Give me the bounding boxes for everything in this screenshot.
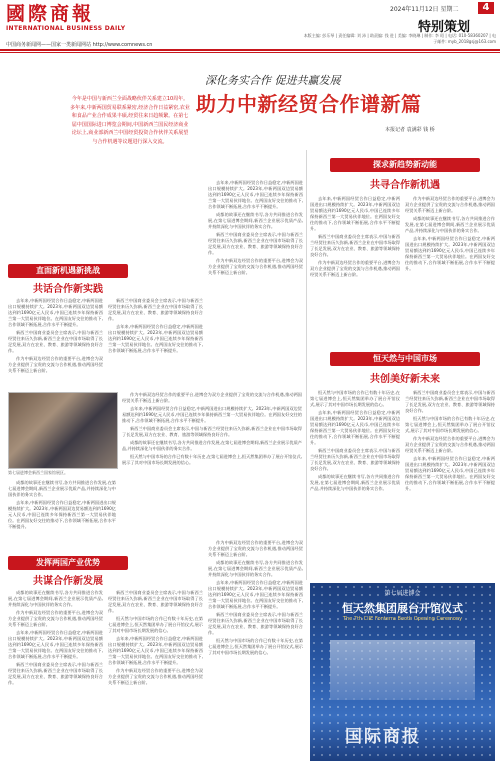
body-column-5: 成都的故事还在继续书写,各方共同推进合作发展,在第七届进博会期间,新西兰企业展示优质产品,并持续深化与中国伙伴的务实合作。 去年来,中新两国经贸合作日益稳定,中新两国进出口规模持续扩大。2023年,中新两国双边贸易额达到约1690亿元人民币,中国已连续多年保持新西兰第一大贸易伙伴地位。在两国友好交往的推动下,合作领域不断拓展,合作水平不断提升。 <box>8 480 116 529</box>
section-4-head: 共创美好新未来 <box>370 374 440 385</box>
issue-date: 2024年11月12日 星期二 <box>390 6 459 13</box>
body-column-6: 成都的故事还在继续书写,各方共同推进合作发展,在第七届进博会期间,新西兰企业展示优质产品,并持续深化与中国伙伴的务实合作。 作为中新双边经贸合作的重要平台,进博会为双方企业提供了宝贵的交流与合作机遇,推动两国经贸关系不断迈上新台阶。 去年来,中新两国经贸合作日益稳定,中新两国进出口规模持续扩大。2023年,中新两国双边贸易额达到约1690亿元人民币,中国已连续多年保持新西兰第一大贸易伙伴地位。在两国友好交往的推动下,合作领域不断拓展,合作水平不断提升。 新西兰中国商业委员会主席表示,中国与新西兰经贸往来历久弥新,新西兰企业在中国市场取得了长足发展,双方在农业、教育、旅游等领域保持良好合作。 <box>8 590 103 685</box>
section-2-band: 发挥两国产业优势 <box>8 556 128 570</box>
section-4-band: 恒天然与中国市场 <box>330 352 480 366</box>
article-lead: 今年是中国与新西兰全面战略伙伴关系建立10周年。多年来,中新两国贸易联系紧密,经济合作日益紧密,农业和食品产业合作成果丰硕,经贸往来日趋频繁。在第七届中国国际进口博览会期间,中国新西兰国民经济商业论坛上,商业部新西兰中国经贸投资合作伙伴关系展望与合作机遇等议题进行深入交流。 <box>70 96 190 145</box>
section-2-head: 共谋合作新发展 <box>33 576 103 587</box>
section-3-band: 探求新趋势新动能 <box>330 158 480 172</box>
newspaper-logo: 國際商報 <box>6 3 95 25</box>
staff-credits: 本版主编: 彭乐琴 | 责任编辑: 刘 沛 | 助责编: 钱 进 | 美编: 李晓琳 | 制作: 李 昭 | 电话: 010-58360207 | 电子邮件: myb_2018gsj@163.com <box>303 33 496 44</box>
section-title: 特别策划 <box>418 20 471 35</box>
body-column-9: 去年来,中新两国经贸合作日益稳定,中新两国进出口规模持续扩大。2023年,中新两国双边贸易额达到约1690亿元人民币,中国已连续多年保持新西兰第一大贸易伙伴地位。在两国友好交往的推动下,合作领域不断拓展,合作水平不断提升。 新西兰中国商业委员会主席表示,中国与新西兰经贸往来历久弥新,新西兰企业在中国市场取得了长足发展,双方在农业、教育、旅游等领域保持良好合作。 作为中新双边经贸合作的重要平台,进博会为双方企业提供了宝贵的交流与合作机遇,推动两国经贸关系不断迈上新台阶。 <box>310 196 400 277</box>
article-kicker: 深化务实合作 促进共赢发展 <box>205 74 341 87</box>
body-column-8: 作为中新双边经贸合作的重要平台,进博会为双方企业提供了宝贵的交流与合作机遇,推动两国经贸关系不断迈上新台阶。 成都的故事还在继续书写,各方共同推进合作发展,在第七届进博会期间,新西兰企业展示优质产品,并持续深化与中国伙伴的务实合作。 去年来,中新两国经贸合作日益稳定,中新两国进出口规模持续扩大。2023年,中新两国双边贸易额达到约1690亿元人民币,中国已连续多年保持新西兰第一大贸易伙伴地位。在两国友好交往的推动下,合作领域不断拓展,合作水平不断提升。 新西兰中国商业委员会主席表示,中国与新西兰经贸往来历久弥新,新西兰企业在中国市场取得了长足发展,双方在农业、教育、旅游等领域保持良好合作。 恒天然与中国市场的合作已有数十年历史,在第七届进博会上,恒天然集团举办了展台开馆仪式,展示了其对中国市场长期发展的信心。 <box>208 540 303 655</box>
masthead-rule-thin <box>0 52 500 53</box>
section-3-head: 共寻合作新机遇 <box>370 180 440 191</box>
page-number: 4 <box>478 2 494 14</box>
body-column-3: 去年来,中新两国经贸合作日益稳定,中新两国进出口规模持续扩大。2023年,中新两国双边贸易额达到约1690亿元人民币,中国已连续多年保持新西兰第一大贸易伙伴地位。在两国友好交往的推动下,合作领域不断拓展,合作水平不断提升。 成都的故事还在继续书写,各方共同推进合作发展,在第七届进博会期间,新西兰企业展示优质产品,并持续深化与中国伙伴的务实合作。 新西兰中国商业委员会主席表示,中国与新西兰经贸往来历久弥新,新西兰企业在中国市场取得了长足发展,双方在农业、教育、旅游等领域保持良好合作。 作为中新双边经贸合作的重要平台,进博会为双方企业提供了宝贵的交流与合作机遇,推动两国经贸关系不断迈上新台阶。 <box>208 180 303 275</box>
column-divider <box>306 150 307 580</box>
body-column-10: 作为中新双边经贸合作的重要平台,进博会为双方企业提供了宝贵的交流与合作机遇,推动两国经贸关系不断迈上新台阶。 成都的故事还在继续书写,各方共同推进合作发展,在第七届进博会期间,新西兰企业展示优质产品,并持续深化与中国伙伴的务实合作。 去年来,中新两国经贸合作日益稳定,中新两国进出口规模持续扩大。2023年,中新两国双边贸易额达到约1690亿元人民币,中国已连续多年保持新西兰第一大贸易伙伴地位。在两国友好交往的推动下,合作领域不断拓展,合作水平不断提升。 <box>405 196 495 271</box>
photo-caption: 第七届进博会新西兰国家馆展区。 <box>8 470 68 475</box>
body-column-1: 去年来,中新两国经贸合作日益稳定,中新两国进出口规模持续扩大。2023年,中新两国双边贸易额达到约1690亿元人民币,中国已连续多年保持新西兰第一大贸易伙伴地位。在两国友好交往的推动下,合作领域不断拓展,合作水平不断提升。 新西兰中国商业委员会主席表示,中国与新西兰经贸往来历久弥新,新西兰企业在中国市场取得了长足发展,双方在农业、教育、旅游等领域保持良好合作。 作为中新双边经贸合作的重要平台,进博会为双方企业提供了宝贵的交流与合作机遇,推动两国经贸关系不断迈上新台阶。 <box>8 298 103 373</box>
article-byline: 本报记者 袁满彩 钱 桥 <box>385 127 435 133</box>
banner-line: 第七届进博会 <box>384 590 421 597</box>
masthead-rule <box>0 49 500 51</box>
body-column-4: 作为中新双边经贸合作的重要平台,进博会为双方企业提供了宝贵的交流与合作机遇,推动两国经贸关系不断迈上新台阶。 去年来,中新两国经贸合作日益稳定,中新两国进出口规模持续扩大。2023年,中新两国双边贸易额达到约1690亿元人民币,中国已连续多年保持新西兰第一大贸易伙伴地位。在两国友好交往的推动下,合作领域不断拓展,合作水平不断提升。 新西兰中国商业委员会主席表示,中国与新西兰经贸往来历久弥新,新西兰企业在中国市场取得了长足发展,双方在农业、教育、旅游等领域保持良好合作。 成都的故事还在继续书写,各方共同推进合作发展,在第七届进博会期间,新西兰企业展示优质产品,并持续深化与中国伙伴的务实合作。 恒天然与中国市场的合作已有数十年历史,在第七届进博会上,恒天然集团举办了展台开馆仪式,展示了其对中国市场长期发展的信心。 <box>122 392 302 465</box>
banner-subtitle: The 7th CIIE Fonterra Booth Opening Ceremony <box>342 616 463 622</box>
body-column-7: 新西兰中国商业委员会主席表示,中国与新西兰经贸往来历久弥新,新西兰企业在中国市场取得了长足发展,双方在农业、教育、旅游等领域保持良好合作。 恒天然与中国市场的合作已有数十年历史,在第七届进博会上,恒天然集团举办了展台开馆仪式,展示了其对中国市场长期发展的信心。 去年来,中新两国经贸合作日益稳定,中新两国进出口规模持续扩大。2023年,中新两国双边贸易额达到约1690亿元人民币,中国已连续多年保持新西兰第一大贸易伙伴地位。在两国友好交往的推动下,合作领域不断拓展,合作水平不断提升。 作为中新双边经贸合作的重要平台,进博会为双方企业提供了宝贵的交流与合作机遇,推动两国经贸关系不断迈上新台阶。 <box>108 590 203 685</box>
newspaper-english-name: INTERNATIONAL BUSINESS DAILY <box>6 25 126 32</box>
article-headline: 助力中新经贸合作谱新篇 <box>196 92 422 116</box>
body-column-11: 恒天然与中国市场的合作已有数十年历史,在第七届进博会上,恒天然集团举办了展台开馆仪式,展示了其对中国市场长期发展的信心。 去年来,中新两国经贸合作日益稳定,中新两国进出口规模持续扩大。2023年,中新两国双边贸易额达到约1690亿元人民币,中国已连续多年保持新西兰第一大贸易伙伴地位。在两国友好交往的推动下,合作领域不断拓展,合作水平不断提升。 新西兰中国商业委员会主席表示,中国与新西兰经贸往来历久弥新,新西兰企业在中国市场取得了长足发展,双方在农业、教育、旅游等领域保持良好合作。 成都的故事还在继续书写,各方共同推进合作发展,在第七届进博会期间,新西兰企业展示优质产品,并持续深化与中国伙伴的务实合作。 <box>310 390 400 491</box>
stage-area <box>330 640 475 700</box>
banner-title: 恒天然集团展台开馆仪式 <box>342 602 463 615</box>
body-column-2: 新西兰中国商业委员会主席表示,中国与新西兰经贸往来历久弥新,新西兰企业在中国市场取得了长足发展,双方在农业、教育、旅游等领域保持良好合作。 去年来,中新两国经贸合作日益稳定,中新两国进出口规模持续扩大。2023年,中新两国双边贸易额达到约1690亿元人民币,中国已连续多年保持新西兰第一大贸易伙伴地位。在两国友好交往的推动下,合作领域不断拓展,合作水平不断提升。 <box>108 298 203 353</box>
exhibition-photo <box>8 392 118 469</box>
watermark-logo: 国际商报 <box>345 727 421 747</box>
website-line: 中国商务新闻网——国家一类新闻网站 http://www.comnews.cn <box>6 42 153 48</box>
section-1-band: 直面新机遇新挑战 <box>8 264 128 278</box>
section-1-head: 共话合作新实践 <box>33 284 103 295</box>
body-column-12: 新西兰中国商业委员会主席表示,中国与新西兰经贸往来历久弥新,新西兰企业在中国市场取得了长足发展,双方在农业、教育、旅游等领域保持良好合作。 恒天然与中国市场的合作已有数十年历史,在第七届进博会上,恒天然集团举办了展台开馆仪式,展示了其对中国市场长期发展的信心。 作为中新双边经贸合作的重要平台,进博会为双方企业提供了宝贵的交流与合作机遇,推动两国经贸关系不断迈上新台阶。 去年来,中新两国经贸合作日益稳定,中新两国进出口规模持续扩大。2023年,中新两国双边贸易额达到约1690亿元人民币,中国已连续多年保持新西兰第一大贸易伙伴地位。在两国友好交往的推动下,合作领域不断拓展,合作水平不断提升。 <box>405 390 495 491</box>
